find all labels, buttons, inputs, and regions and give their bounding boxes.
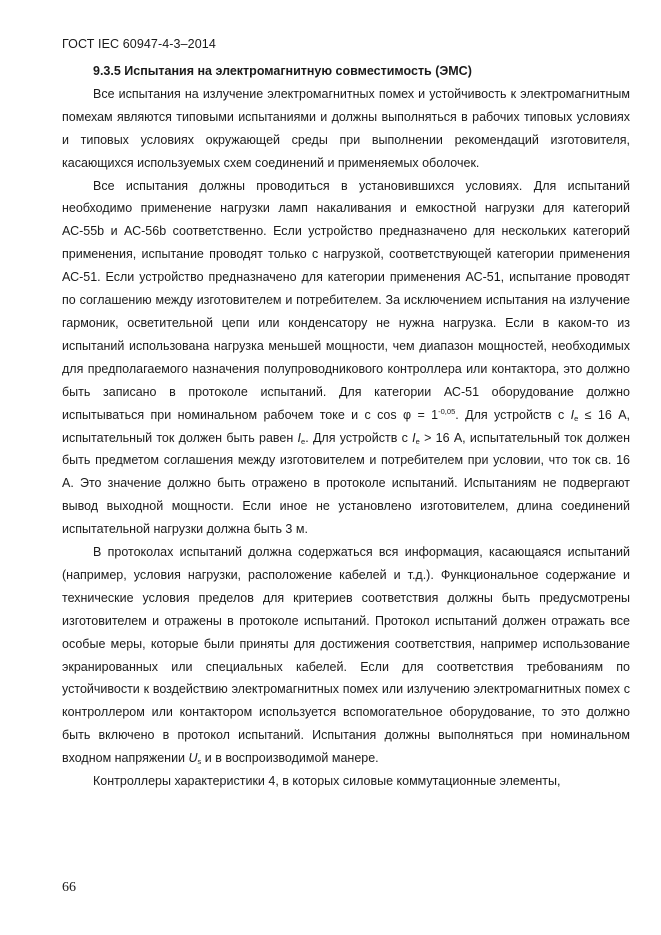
us-symbol: U xyxy=(188,751,198,766)
ie-symbol: I xyxy=(297,430,302,445)
ie-subscript: e xyxy=(574,413,579,423)
paragraph-3 xyxy=(62,541,630,770)
p2-text-5: > 16 А, испытательный ток должен быть предметом соглашения между изготовителем и потребителем при условии, что ток св. 16 А. Это значение должно быть отражено в протоколе испытаний. Испытаниям не подвергают вывод выходной мощности. Если иное не установлено изготовителем, длина соединений испытательной нагрузки должна быть 3 м. xyxy=(62,430,630,537)
paragraph-1: Все испытания на излучение электромагнитных помех и устойчивость к электромагнитным помехам являются типовыми испытаниями и должны выполняться в рабочих типовых условиях и типовых условиях окружающей среды при выполнении рекомендаций изготовителя, касающихся используемых схем соединений и применяемых оболочек. xyxy=(62,86,630,170)
section-heading: 9.3.5 Испытания на электромагнитную совместимость (ЭМС) xyxy=(93,64,472,78)
p3-text-2: и в воспроизводимой манере. xyxy=(201,751,379,766)
p3-text-1: В протоколах испытаний должна содержаться вся информация, касающаяся испытаний (например, условия нагрузки, расположение кабелей и т.д.). Функциональное содержание и технические условия пределов для критериев соответствия должны быть предусмотрены изготовителем и отражены в протоколе испытаний. Протокол испытаний должен отражать все особые меры, которые были приняты для достижения соответствия, например использование экранированных или специальных кабелей. Если для соответствия требованиям по устойчивости к воздействию электромагнитных помех или излучению электромагнитных помех с контроллером или контактором используется вспомогательное оборудование, то это должно быть включено в протокол испытаний. Испытания должны выполняться при номинальном входном напряжении xyxy=(62,545,630,766)
p2-text-2: . Для устройств с xyxy=(455,407,571,422)
cos-phi-tolerance: -0,05 xyxy=(438,406,456,416)
page-number: 66 xyxy=(62,880,76,895)
p2-text-4: . Для устройств с xyxy=(305,430,413,445)
document-code: ГОСТ IEC 60947-4-3–2014 xyxy=(62,37,216,51)
ie-symbol: I xyxy=(412,430,416,445)
p2-text-3: ≤ 16 А, испытательный ток должен быть равен xyxy=(62,407,631,445)
p2-text-1: Все испытания должны проводиться в установившихся условиях. Для испытаний необходимо применение нагрузки ламп накаливания и емкостной нагрузки для категорий АС-55b и АС-56b соответственно. Если устройство предназначено для нескольких категорий применения, испытание проводят только с нагрузкой, соответствующей категории применения АС-51. Если устройство предназначено для категории применения АС-51, испытание проводят по соглашению между изготовителем и потребителем. За исключением испытания на излучение гармоник, осветительной цепи или конденсатору не нужна нагрузка. Если в каком-то из испытаний использована нагрузка меньшей мощности, чем диапазон мощностей, необходимых для предполагаемого назначения полупроводникового контроллера или контактора, это должно быть записано в протоколе испытаний. Для категории АС-51 оборудование должно испытываться при номинальном рабочем токе и с cos φ = 1 xyxy=(62,178,630,422)
paragraph-2 xyxy=(62,175,630,542)
ie-subscript: e xyxy=(415,436,420,446)
section-content xyxy=(62,60,630,793)
us-subscript: s xyxy=(197,757,202,767)
ie-subscript: e xyxy=(301,436,306,446)
ie-symbol: I xyxy=(570,407,575,422)
paragraph-4: Контроллеры характеристики 4, в которых силовые коммутационные элементы, xyxy=(93,774,561,789)
